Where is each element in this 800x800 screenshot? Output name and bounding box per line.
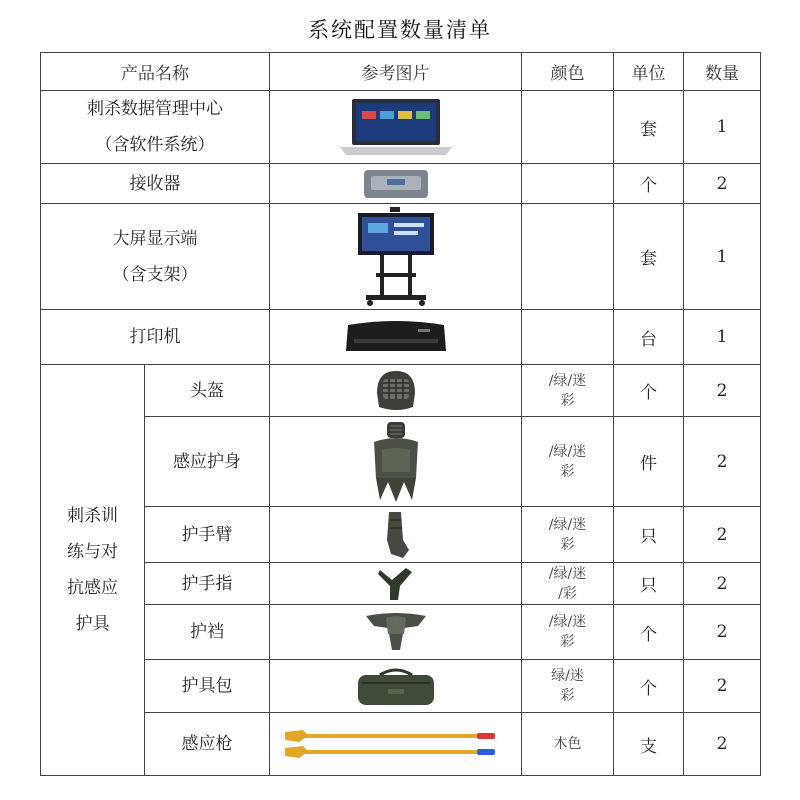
quantity-cell: 1 <box>684 91 761 164</box>
body-armor-icon <box>366 420 426 504</box>
unit-cell: 个 <box>614 605 684 660</box>
reference-picture <box>270 605 522 660</box>
product-name: 刺杀数据管理中心 （含软件系统） <box>41 91 270 164</box>
arm-guard-icon <box>381 510 411 560</box>
table-row <box>41 417 761 507</box>
color-cell <box>522 204 614 310</box>
header-unit: 单位 <box>614 53 684 91</box>
unit-cell: 个 <box>614 164 684 204</box>
table-row <box>41 310 761 365</box>
reference-picture <box>270 660 522 713</box>
reference-picture <box>270 365 522 417</box>
product-name: 打印机 <box>41 310 270 365</box>
printer-icon <box>340 317 452 357</box>
product-name: 大屏显示端 （含支架） <box>41 204 270 310</box>
gear-bag-icon <box>354 665 438 707</box>
product-name: 头盔 <box>145 365 270 417</box>
training-rifle-icon <box>281 724 511 764</box>
unit-cell: 只 <box>614 563 684 605</box>
color-cell <box>522 310 614 365</box>
color-cell <box>522 164 614 204</box>
table-row <box>41 164 761 204</box>
reference-picture <box>270 417 522 507</box>
unit-cell: 件 <box>614 417 684 507</box>
color-cell: /绿/迷 /彩 <box>522 563 614 605</box>
groin-guard-icon <box>364 610 428 654</box>
unit-cell: 只 <box>614 507 684 563</box>
unit-cell: 支 <box>614 713 684 776</box>
display-stand-icon <box>354 207 438 307</box>
page-title: 系统配置数量清单 <box>308 18 492 42</box>
table-row <box>41 365 761 417</box>
quantity-cell: 2 <box>684 563 761 605</box>
reference-picture <box>270 310 522 365</box>
product-name: 感应枪 <box>145 713 270 776</box>
reference-picture <box>270 507 522 563</box>
receiver-icon <box>361 167 431 201</box>
color-cell: 木色 <box>522 713 614 776</box>
unit-cell: 个 <box>614 365 684 417</box>
unit-cell: 个 <box>614 660 684 713</box>
product-name: 护具包 <box>145 660 270 713</box>
header-picture: 参考图片 <box>270 53 522 91</box>
reference-picture <box>270 713 522 776</box>
header-name: 产品名称 <box>41 53 270 91</box>
quantity-cell: 1 <box>684 204 761 310</box>
table-row <box>41 91 761 164</box>
color-cell: /绿/迷 彩 <box>522 605 614 660</box>
quantity-cell: 2 <box>684 417 761 507</box>
quantity-cell: 2 <box>684 713 761 776</box>
color-cell: /绿/迷 彩 <box>522 365 614 417</box>
table-header-row <box>41 53 761 91</box>
table-row <box>41 660 761 713</box>
reference-picture <box>270 563 522 605</box>
color-cell: /绿/迷 彩 <box>522 507 614 563</box>
quantity-cell: 2 <box>684 164 761 204</box>
quantity-cell: 2 <box>684 365 761 417</box>
product-name: 护裆 <box>145 605 270 660</box>
color-cell: 绿/迷 彩 <box>522 660 614 713</box>
product-name: 护手指 <box>145 563 270 605</box>
product-name: 感应护身 <box>145 417 270 507</box>
quantity-cell: 2 <box>684 605 761 660</box>
table-row <box>41 563 761 605</box>
table-row <box>41 204 761 310</box>
header-color: 颜色 <box>522 53 614 91</box>
unit-cell: 套 <box>614 204 684 310</box>
reference-picture <box>270 204 522 310</box>
color-cell <box>522 91 614 164</box>
color-cell: /绿/迷 彩 <box>522 417 614 507</box>
laptop-icon <box>336 97 456 157</box>
unit-cell: 套 <box>614 91 684 164</box>
reference-picture <box>270 91 522 164</box>
table-row <box>41 713 761 776</box>
group-label: 刺杀训 练与对 抗感应 护具 <box>41 365 145 776</box>
quantity-cell: 1 <box>684 310 761 365</box>
unit-cell: 台 <box>614 310 684 365</box>
reference-picture <box>270 164 522 204</box>
quantity-cell: 2 <box>684 507 761 563</box>
config-table <box>40 52 761 776</box>
helmet-icon <box>371 367 421 415</box>
header-quantity: 数量 <box>684 53 761 91</box>
table-row <box>41 605 761 660</box>
product-name: 接收器 <box>41 164 270 204</box>
quantity-cell: 2 <box>684 660 761 713</box>
product-name: 护手臂 <box>145 507 270 563</box>
table-row <box>41 507 761 563</box>
glove-icon <box>376 566 416 602</box>
